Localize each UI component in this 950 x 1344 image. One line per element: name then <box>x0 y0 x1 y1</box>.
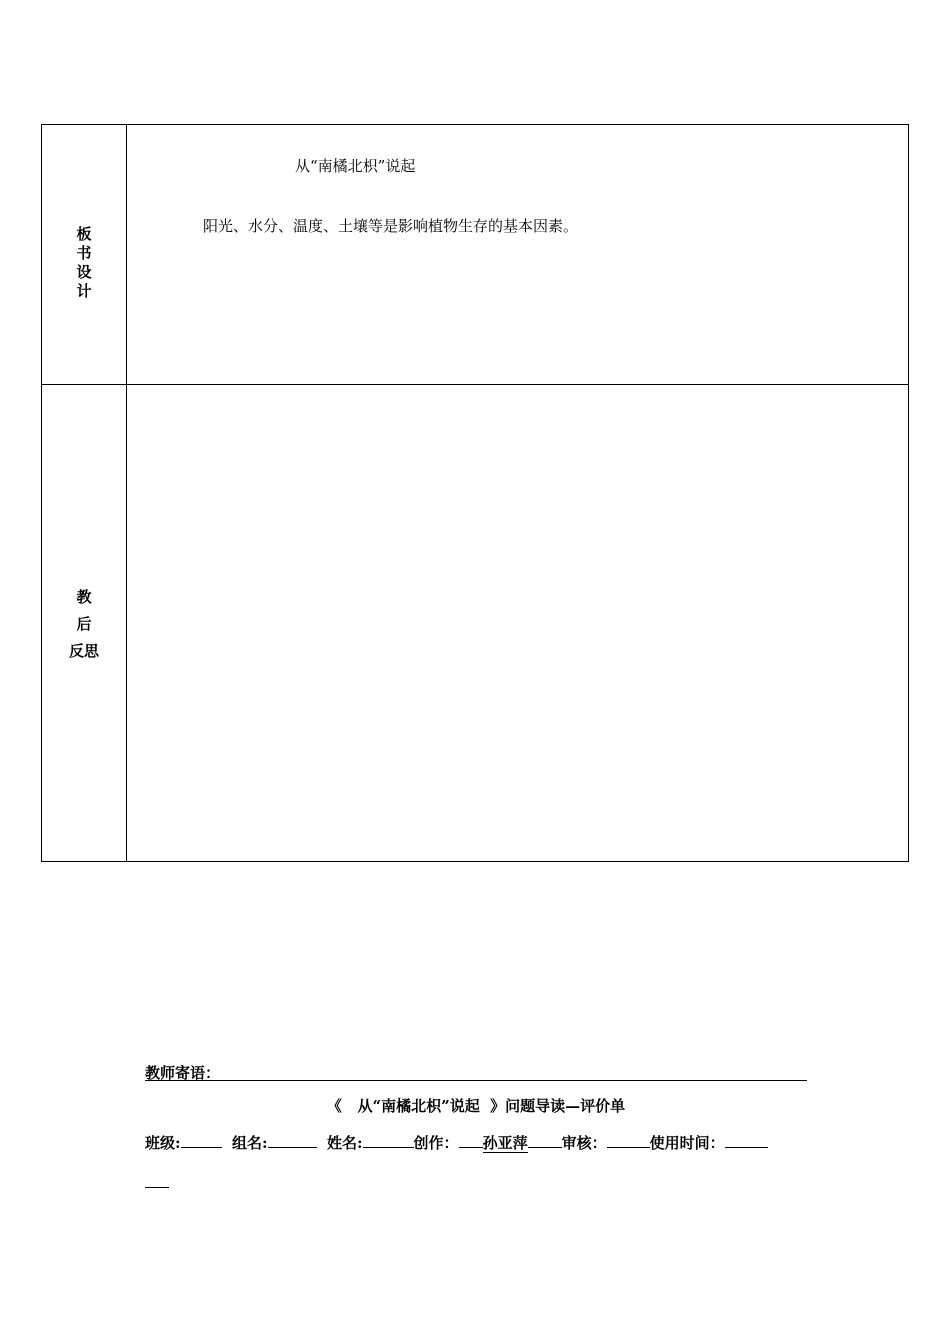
reflection-label-char: 教 <box>76 588 92 606</box>
reflection-content-cell[interactable] <box>127 384 908 861</box>
board-design-title: 从“南橘北枳”说起 <box>295 157 416 175</box>
reflection-label-cell <box>42 384 127 861</box>
name-label: 姓名: <box>327 1134 363 1152</box>
board-design-label-cell <box>42 125 127 384</box>
name-blank[interactable] <box>363 1131 414 1148</box>
author-blank-after <box>528 1131 562 1148</box>
board-design-label <box>42 225 126 301</box>
class-blank[interactable] <box>181 1131 222 1148</box>
reviewer-blank[interactable] <box>607 1131 650 1148</box>
board-design-label-char: 计 <box>76 282 92 300</box>
reflection-label <box>42 584 126 665</box>
class-label: 班级: <box>145 1134 181 1152</box>
board-design-content-line: 阳光、水分、温度、土壤等是影响植物生存的基本因素。 <box>203 217 579 235</box>
usage-time-label: 使用时间： <box>649 1134 725 1152</box>
reflection-label-char: 后 <box>76 615 92 633</box>
lesson-plan-table <box>41 124 909 862</box>
board-design-label-char: 设 <box>76 263 92 281</box>
reflection-label-char: 反思 <box>68 642 99 660</box>
board-design-label-char: 书 <box>76 244 92 262</box>
reviewer-label: 审核： <box>561 1134 607 1152</box>
teacher-message-label: 教师寄语： <box>145 1064 221 1082</box>
reflection-row <box>42 384 908 861</box>
board-design-row <box>42 125 908 385</box>
usage-time-blank[interactable] <box>725 1131 768 1148</box>
evaluation-sheet-title: 《 从“南橘北枳”说起 》问题导读—评价单 <box>326 1097 626 1115</box>
board-design-label-char: 板 <box>76 225 92 243</box>
usage-time-blank-continuation[interactable] <box>145 1187 169 1188</box>
author-label: 创作： <box>413 1134 459 1152</box>
board-design-content-cell <box>127 125 908 384</box>
teacher-message-line[interactable] <box>145 1062 807 1081</box>
author-name: 孙亚萍 <box>482 1134 528 1152</box>
student-info-line <box>145 1131 768 1153</box>
author-blank-before <box>459 1131 483 1148</box>
group-blank[interactable] <box>268 1131 317 1148</box>
group-label: 组名: <box>232 1134 268 1152</box>
